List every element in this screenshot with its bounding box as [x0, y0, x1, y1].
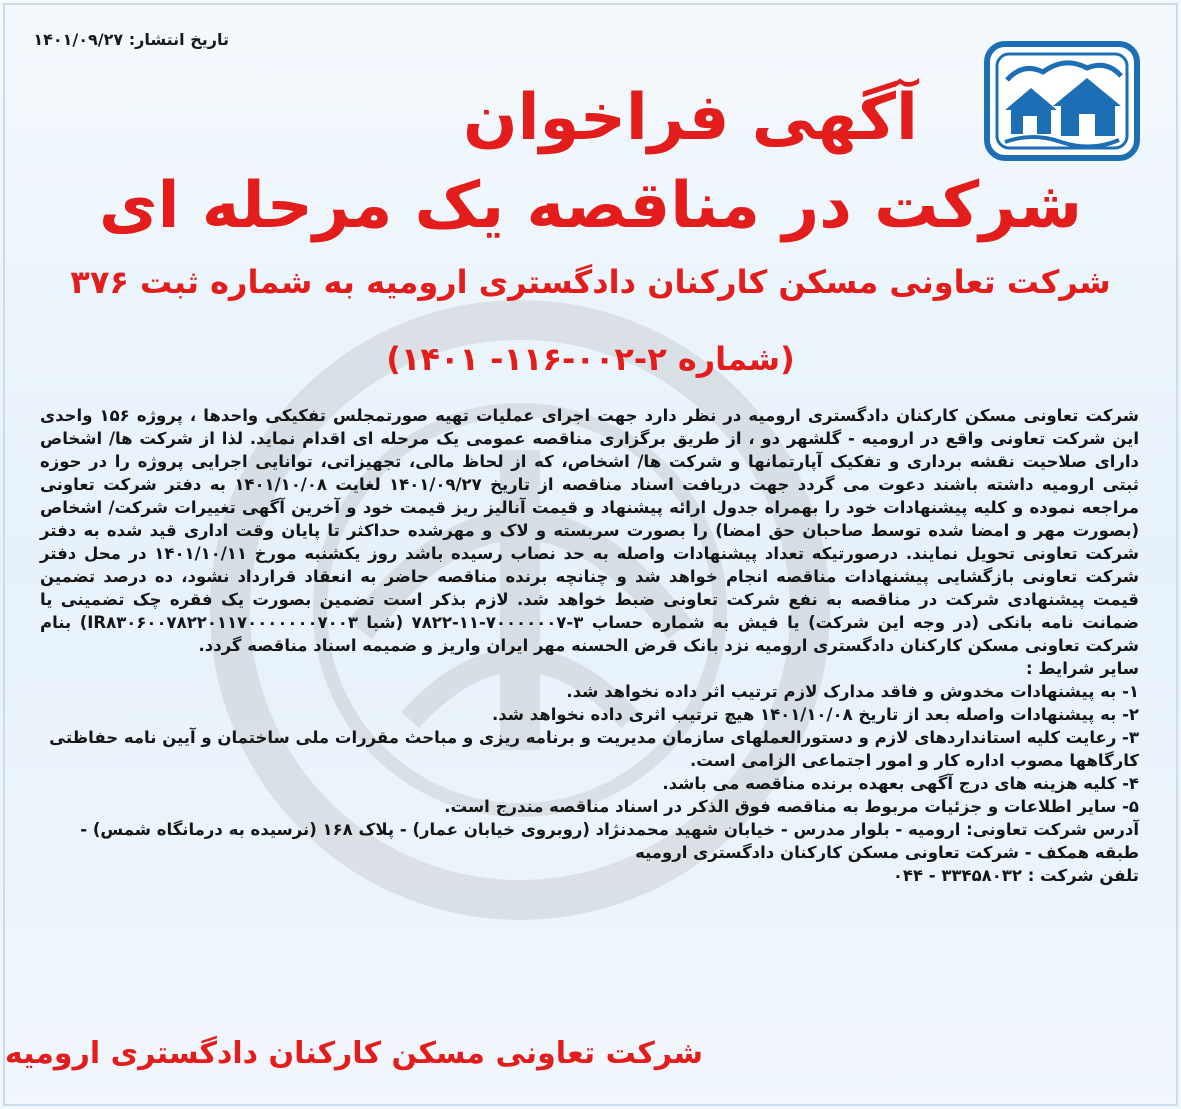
publication-date-label: تاریخ انتشار: [128, 30, 229, 49]
footer-signature: شرکت تعاونی مسکن کارکنان دادگستری ارومیه [4, 1036, 703, 1071]
publication-date [33, 30, 229, 49]
other-conditions-title: سایر شرایط : [1026, 659, 1139, 678]
condition-item: ۳- رعایت کلیه استانداردهای لازم و دستورالعملهای سازمان مدیریت و برنامه ریزی و مباحث مقررات ملی ساختمان و آیین نامه حفاظتی کارگاهها مصوب اداره کار و امور اجتماعی الزامی است. [49, 728, 1139, 770]
company-address: آدرس شرکت تعاونی: ارومیه - بلوار مدرس - خیابان شهید محمدنژاد (روبروی خیابان عمار) - پلاک ۱۶۸ (نرسیده به درمانگاه شمس) - طبقه همکف - شرکت تعاونی مسکن کارکنان دادگستری ارومیه [80, 820, 1139, 862]
main-paragraph: شرکت تعاونی مسکن کارکنان دادگستری ارومیه در نظر دارد جهت اجرای عملیات تهیه صورتمجلس تفکیکی واحدها ، پروژه ۱۵۶ واحدی این شرکت تعاونی واقع در ارومیه - گلشهر دو ، از طریق برگزاری مناقصه عمومی یک مرحله ای اقدام نماید. لذا از شرکت ها/ اشخاص دارای صلاحیت نقشه برداری و تفکیک آپارتمانها و شرکت ها/ اشخاص، که از لحاظ مالی، تجهیزاتی، توانایی اجرایی پروژه را در حوزه ثبتی ارومیه داشته باشند دعوت می گردد جهت دریافت اسناد مناقصه از تاریخ ۱۴۰۱/۰۹/۲۷ لغایت ۱۴۰۱/۱۰/۰۸ به دفتر شرکت تعاونی مراجعه نموده و کلیه پیشنهادات خود را بهمراه جدول ارائه پیشنهاد و قیمت آنالیز ریز قیمت خود و آخرین آگهی تغییرات شرکت/ اشخاص (بصورت مهر و امضا شده توسط صاحبان حق امضا) را بصورت سربسته و لاک و مهرشده حداکثر تا پایان وقت اداری قید شده به دفتر شرکت تعاونی تحویل نمایند. درصورتیکه تعداد پیشنهادات واصله به حد نصاب رسیده باشد روز یکشنبه مورخ ۱۴۰۱/۱۰/۱۱ در محل دفتر شرکت تعاونی بازگشایی پیشنهادات مناقصه انجام خواهد شد و چنانچه برنده مناقصه حاضر به انعقاد قرارداد نشود، ده درصد تضمین قیمت پیشنهادی شرکت در مناقصه به نفع شرکت تعاونی ضبط خواهد شد. لازم بذکر است تضمین بصورت یک فقره چک تضمینی یا ضمانت نامه بانکی (در وجه این شرکت) یا فیش به شماره حساب ۳-۷۰۰۰۰۰۰۷-۱۱-۷۸۲۲ (شبا IR۸۳۰۶۰۰۷۸۲۲۰۱۱۷۰۰۰۰۰۰۰۷۰۰۳) بنام شرکت تعاونی مسکن کارکنان دادگستری ارومیه نزد بانک قرض الحسنه مهر ایران واریز و ضمیمه اسناد مناقصه گردد. [40, 406, 1140, 655]
condition-item: ۵- سایر اطلاعات و جزئیات مربوط به مناقصه فوق الذکر در اسناد مناقصه مندرج است. [444, 797, 1139, 816]
title-line-1: آگهی فراخوان [463, 81, 918, 155]
condition-item: ۲- به پیشنهادات واصله بعد از تاریخ ۱۴۰۱/۱۰/۰۸ هیچ ترتیب اثری داده نخواهد شد. [491, 705, 1139, 724]
notice-body [40, 404, 1139, 887]
company-phone: تلفن شرکت : ۳۳۴۵۸۰۳۲ - ۰۴۴ [892, 866, 1139, 885]
condition-item: ۴- کلیه هزینه های درج آگهی بعهده برنده مناقصه می باشد. [662, 774, 1139, 793]
condition-item: ۱- به پیشنهادات مخدوش و فاقد مدارک لازم ترتیب اثر داده نخواهد شد. [566, 682, 1139, 701]
publication-date-value: ۱۴۰۱/۰۹/۲۷ [33, 30, 124, 49]
company-subtitle: شرکت تعاونی مسکن کارکنان دادگستری ارومیه به شماره ثبت ۳۷۶ [70, 263, 1111, 301]
conditions-section [40, 657, 1139, 887]
tender-number: (شماره ۲-۰۰۲-۱۱۶- ۱۴۰۱) [386, 340, 795, 378]
title-line-2: شرکت در مناقصه یک مرحله ای [98, 169, 1083, 243]
